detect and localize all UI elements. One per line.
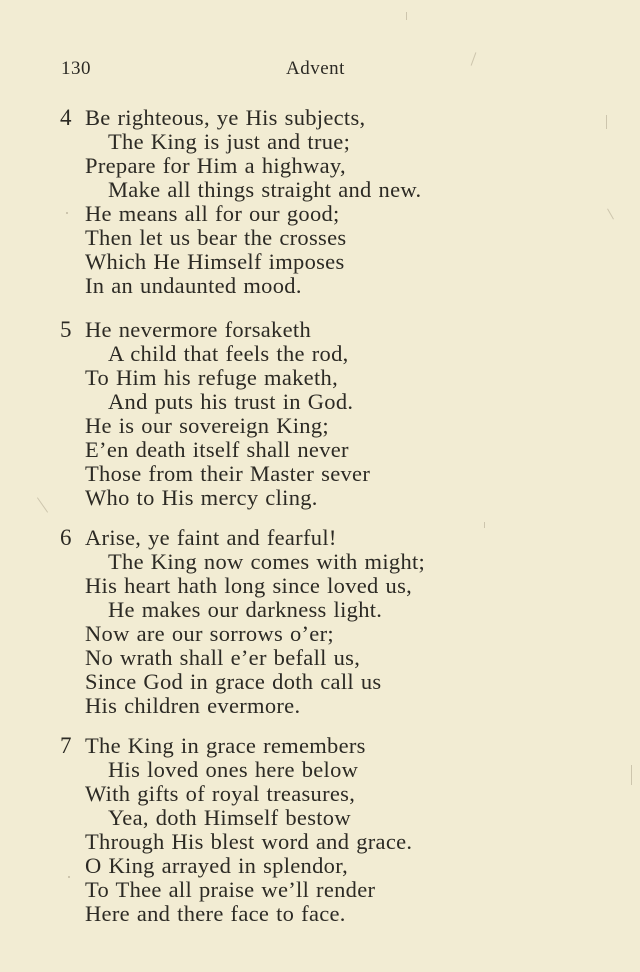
paper-mark [66,212,68,214]
running-title: Advent [286,58,345,79]
verse-line: In an undaunted mood. [85,273,302,298]
verse-line: E’en death itself shall never [85,437,349,462]
paper-mark [68,876,70,878]
paper-mark [607,209,614,220]
stanza-number: 4 [60,105,72,130]
verse-line: The King in grace remembers [85,733,366,758]
verse-line: And puts his trust in God. [108,389,354,414]
paper-mark [484,522,485,528]
stanza-number: 7 [60,733,72,758]
verse-line: He means all for our good; [85,201,340,226]
verse-line: To Thee all praise we’ll render [85,877,376,902]
verse-line: Through His blest word and grace. [85,829,413,854]
verse-line: Then let us bear the crosses [85,225,347,250]
verse-line: His children evermore. [85,693,301,718]
verse-line: No wrath shall e’er befall us, [85,645,361,670]
verse-line: He is our sovereign King; [85,413,329,438]
paper-mark [631,765,632,785]
verse-line: He nevermore forsaketh [85,317,311,342]
verse-line: Arise, ye faint and fearful! [85,525,337,550]
verse-line: He makes our darkness light. [108,597,383,622]
page-header [0,58,640,84]
stanza-number: 6 [60,525,72,550]
verse-line: A child that feels the rod, [108,341,349,366]
verse-line: His heart hath long since loved us, [85,573,413,598]
paper-mark [37,497,48,512]
verse-line: Here and there face to face. [85,901,346,926]
page-number: 130 [61,58,91,79]
verse-line: Yea, doth Himself bestow [108,805,351,830]
verse-line: Make all things straight and new. [108,177,422,202]
verse-line: Those from their Master sever [85,461,371,486]
verse-line: To Him his refuge maketh, [85,365,338,390]
verse-line: Be righteous, ye His subjects, [85,105,366,130]
verse-line: The King is just and true; [108,129,351,154]
verse-line: With gifts of royal treasures, [85,781,356,806]
verse-line: Which He Himself imposes [85,249,345,274]
verse-line: Since God in grace doth call us [85,669,382,694]
paper-mark [406,12,407,20]
verse-line: Who to His mercy cling. [85,485,318,510]
verse-line: The King now comes with might; [108,549,426,574]
verse-line: Now are our sorrows o’er; [85,621,334,646]
verse-line: O King arrayed in splendor, [85,853,349,878]
paper-mark [606,115,607,129]
stanza-number: 5 [60,317,72,342]
verse-line: His loved ones here below [108,757,359,782]
verse-line: Prepare for Him a highway, [85,153,346,178]
